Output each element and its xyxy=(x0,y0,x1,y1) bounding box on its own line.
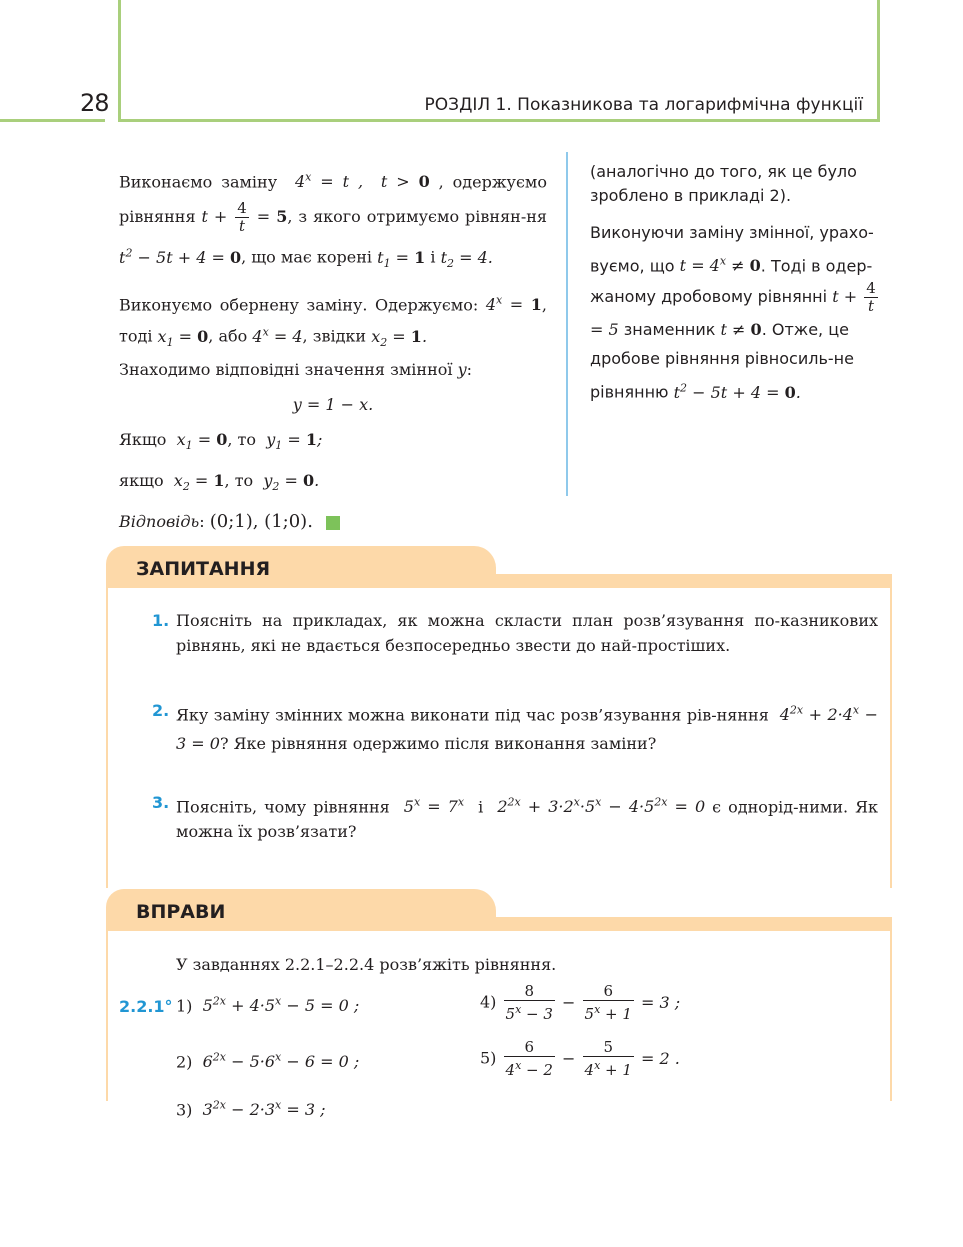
formula: t + $\frac{4}{t}$ = 5 xyxy=(201,199,288,236)
question-number: 1. xyxy=(152,611,170,630)
questions-title: ЗАПИТАННЯ xyxy=(136,558,271,580)
formula: $5^{2x} + 4\cdot 5^x - 5 = 0$ ; xyxy=(197,995,360,1016)
answer-value: (0;1), (1;0). xyxy=(209,511,313,533)
answer: Відповідь: (0;1), (1;0). xyxy=(119,504,547,539)
formula: $x_2 = 1$. xyxy=(371,326,428,349)
formula: $t^2 - 5t + 4 = 0$ xyxy=(119,246,242,267)
question-3 xyxy=(152,790,879,844)
formula: $y_2 = 0$. xyxy=(258,470,320,494)
formula: $3^{2x} - 2\cdot 3^x = 3$ ; xyxy=(197,1099,326,1120)
paragraph-substitution xyxy=(119,160,547,281)
formula: $6^{2x} - 5\cdot 6^x - 6 = 0$ ; xyxy=(197,1051,360,1072)
text: Виконаємо заміну xyxy=(119,172,278,192)
question-number: 2. xyxy=(152,701,170,720)
case-2 xyxy=(119,463,547,504)
end-of-solution-square-icon xyxy=(326,516,340,530)
item-label: 2) xyxy=(176,1052,193,1072)
question-2 xyxy=(152,696,878,758)
text: , тоді xyxy=(119,295,547,346)
right-column xyxy=(590,160,880,407)
question-text: Поясніть, чому рівняння xyxy=(176,797,390,817)
formula: $x_2 = 1$ xyxy=(168,470,225,494)
question-text: Яку заміну змінних можна виконати під час розв’язування рів-няння xyxy=(176,705,769,725)
page-frame-horizontal xyxy=(118,119,880,122)
formula: $t = 4^x \ne 0$ xyxy=(679,255,761,276)
formula: $4^x = 1$ xyxy=(485,293,542,315)
formula: $4^{2x} + 2\cdot 4^x - 3 = 0$ xyxy=(176,704,878,754)
text: , то xyxy=(224,470,254,490)
question-number: 3. xyxy=(152,793,170,812)
exercise-item-5 xyxy=(480,1039,680,1079)
item-label: 5) xyxy=(480,1048,497,1068)
question-text: і xyxy=(478,797,484,817)
text: знаменник xyxy=(623,320,716,340)
exercise-item-3 xyxy=(176,1099,325,1119)
running-header: РОЗДІЛ 1. Показникова та логарифмічна функції xyxy=(424,95,863,115)
page-number: 28 xyxy=(80,89,109,117)
question-1 xyxy=(152,608,878,658)
formula: $t_2 = 4$. xyxy=(440,247,493,270)
formula: $t_1 = 1$ xyxy=(377,247,426,270)
formula: $4^x = t$ , t > 0 xyxy=(286,171,430,192)
text: Виконуємо обернену заміну. Одержуємо: xyxy=(119,295,479,315)
left-column xyxy=(119,160,547,539)
text: Якщо xyxy=(119,429,167,449)
text: . Тоді в одер-жаному дробовому рівнянні xyxy=(590,256,873,307)
item-label: 1) xyxy=(176,996,193,1016)
item-label: 4) xyxy=(480,992,497,1012)
exercise-item-1 xyxy=(176,995,359,1015)
text: Знаходимо відповідні значення змінної xyxy=(119,359,453,379)
text: , що має корені xyxy=(241,247,373,267)
formula: $x_1 = 0$ xyxy=(171,429,228,452)
text: , або xyxy=(208,326,248,346)
formula-y xyxy=(119,387,547,422)
text: , одержуємо рівняння xyxy=(119,172,547,227)
exercise-number: 2.2.1° xyxy=(119,997,173,1016)
formula: $2^{2x} + 3\cdot 2^x\cdot 5^x - 4\cdot 5^{2x} = 0$ xyxy=(497,796,706,817)
exercise-item-2 xyxy=(176,1051,359,1071)
text: , то xyxy=(227,429,257,449)
formula: $5^x = 7^x$ xyxy=(396,796,465,817)
question-text: ? Яке рівняння одержимо після виконання заміни? xyxy=(219,734,657,754)
text: якщо xyxy=(119,470,164,490)
text: . Отже, це дробове рівняння рівносиль-не рівнянню xyxy=(590,320,854,402)
exercise-item-4 xyxy=(480,983,680,1023)
answer-label: Відповідь xyxy=(119,512,200,532)
formula: $4^x = 4$ xyxy=(252,325,303,346)
formula: t + $\frac{4}{t}$ = 5 xyxy=(590,279,876,340)
formula: $\frac{8}{5^x - 3}$ − $\frac{6}{5^x + 1}$ = 3 ; xyxy=(505,982,681,1023)
exercises-title: ВПРАВИ xyxy=(136,901,226,923)
formula: y = 1 − x. xyxy=(292,394,374,414)
text: , звідки xyxy=(302,326,367,346)
formula: $\frac{6}{4^x - 2}$ − $\frac{5}{4^x + 1}$ = 2 . xyxy=(505,1038,680,1079)
question-text: Поясніть на прикладах, як можна скласти план розв’язування по-казникових рівнянь, які не вдається безпосередньо звести до най-простіших. xyxy=(176,611,878,655)
text: , з якого отримуємо рівнян-ня xyxy=(287,207,547,227)
right-paragraph-1: (аналогічно до того, як це було зроблено в прикладі 2). xyxy=(590,162,857,205)
exercises-intro: У завданнях 2.2.1–2.2.4 розв’яжіть рівняння. xyxy=(176,955,557,974)
text: і xyxy=(430,247,436,267)
column-divider xyxy=(566,152,568,496)
page-frame-vertical xyxy=(118,0,121,120)
right-paragraph-2 xyxy=(590,218,880,407)
text: Виконуючи заміну змінної, урахо-вуємо, що xyxy=(590,223,874,276)
page-frame-right xyxy=(877,0,880,122)
variable: y xyxy=(457,359,467,379)
paragraph-reverse-substitution: Виконуємо обернену заміну. Одержуємо: $4^x = 1$, тоді $x_1 = 0$, або $4^x = 4$, звідки $x_2 = 1$. Знаходимо відповідні значення змінної y: xyxy=(119,293,547,379)
formula: $x_1 = 0$ xyxy=(157,326,209,349)
formula: $y_1 = 1$; xyxy=(261,429,323,452)
page-frame-left-rule xyxy=(0,119,105,122)
question-text: є однорід-ними. Як можна їх розв’язати? xyxy=(176,797,879,842)
case-1 xyxy=(119,422,547,463)
formula: t ≠ 0 xyxy=(720,320,762,340)
item-label: 3) xyxy=(176,1100,193,1120)
formula: $t^2 - 5t + 4 = 0$. xyxy=(673,381,801,402)
